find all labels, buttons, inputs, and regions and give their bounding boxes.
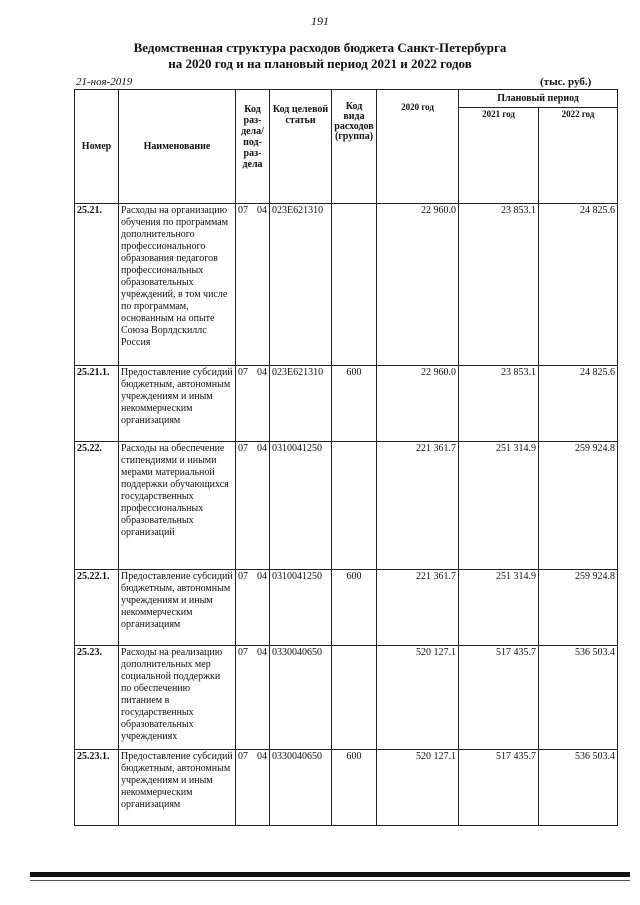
row-celevaya: 0330040650 [270, 750, 332, 826]
title-line-2: на 2020 год и на плановый период 2021 и 2022 годов [168, 56, 472, 71]
header-kod-celevoy: Код целевой статьи [270, 90, 332, 204]
row-vid: 600 [332, 570, 377, 646]
row-podrazdel: 04 [253, 646, 270, 750]
row-podrazdel: 04 [253, 204, 270, 366]
page-number: 191 [311, 14, 329, 28]
row-celevaya: 023E621310 [270, 204, 332, 366]
row-amount-2022: 259 924.8 [539, 570, 618, 646]
row-name: Расходы на реализацию дополнительных мер социальной поддержки по обеспечению питанием в государственных образовательных учреждениях [119, 646, 236, 750]
row-razdel: 07 [236, 646, 253, 750]
row-name: Расходы на обеспечение стипендиями и иными мерами материальной поддержки обучающихся государственных профессиональных образовательных организаций [119, 442, 236, 570]
row-amount-2020: 221 361.7 [377, 570, 459, 646]
row-amount-2021: 251 314.9 [459, 442, 539, 570]
table-row [75, 204, 618, 366]
table-row [75, 750, 618, 826]
row-podrazdel: 04 [253, 366, 270, 442]
header-kod-razdela: Код раз-дела/ под-раз-дела [236, 90, 270, 204]
row-vid [332, 646, 377, 750]
header-plan-period: Плановый период [459, 90, 618, 108]
row-amount-2020: 520 127.1 [377, 646, 459, 750]
row-razdel: 07 [236, 366, 253, 442]
row-name: Предоставление субсидий бюджетным, автономным учреждениям и иным некоммерческим организациям [119, 570, 236, 646]
row-razdel: 07 [236, 750, 253, 826]
table-row [75, 646, 618, 750]
row-razdel: 07 [236, 204, 253, 366]
title-line-1: Ведомственная структура расходов бюджета Санкт-Петербурга [133, 40, 507, 55]
row-amount-2022: 536 503.4 [539, 646, 618, 750]
row-amount-2022: 24 825.6 [539, 366, 618, 442]
row-vid [332, 204, 377, 366]
document-date: 21-ноя-2019 [76, 76, 133, 88]
document-title [0, 40, 640, 72]
row-name: Предоставление субсидий бюджетным, автономным учреждениям и иным некоммерческим организациям [119, 366, 236, 442]
row-podrazdel: 04 [253, 750, 270, 826]
row-amount-2021: 517 435.7 [459, 750, 539, 826]
row-nomer: 25.22.1. [75, 570, 119, 646]
header-2021: 2021 год [459, 108, 539, 204]
row-nomer: 25.21. [75, 204, 119, 366]
row-name: Предоставление субсидий бюджетным, автономным учреждениям и иным некоммерческим организациям [119, 750, 236, 826]
row-amount-2021: 517 435.7 [459, 646, 539, 750]
row-nomer: 25.22. [75, 442, 119, 570]
row-amount-2022: 536 503.4 [539, 750, 618, 826]
row-vid [332, 442, 377, 570]
table-row [75, 570, 618, 646]
row-vid: 600 [332, 750, 377, 826]
row-name: Расходы на организацию обучения по программам дополнительного профессионального образования педагогов профессиональных образовательных учреждений, в том числе по программам, основанным на опыте Союза Ворлдскиллс Россия [119, 204, 236, 366]
row-amount-2022: 259 924.8 [539, 442, 618, 570]
row-celevaya: 023E621310 [270, 366, 332, 442]
row-nomer: 25.21.1. [75, 366, 119, 442]
budget-table [74, 89, 618, 826]
bottom-divider-thin [30, 880, 630, 881]
row-amount-2020: 221 361.7 [377, 442, 459, 570]
row-vid: 600 [332, 366, 377, 442]
header-naimenovanie: Наименование [119, 90, 236, 204]
row-amount-2021: 23 853.1 [459, 366, 539, 442]
row-razdel: 07 [236, 570, 253, 646]
row-nomer: 25.23.1. [75, 750, 119, 826]
row-razdel: 07 [236, 442, 253, 570]
row-amount-2020: 520 127.1 [377, 750, 459, 826]
row-celevaya: 0310041250 [270, 442, 332, 570]
header-kod-vida: Код вида расходов (группа) [332, 90, 377, 204]
row-amount-2021: 251 314.9 [459, 570, 539, 646]
row-amount-2020: 22 960.0 [377, 204, 459, 366]
row-celevaya: 0310041250 [270, 570, 332, 646]
units-label: (тыс. руб.) [540, 76, 592, 88]
row-nomer: 25.23. [75, 646, 119, 750]
table-row [75, 442, 618, 570]
row-amount-2020: 22 960.0 [377, 366, 459, 442]
header-nomer: Номер [75, 90, 119, 204]
row-podrazdel: 04 [253, 570, 270, 646]
row-amount-2022: 24 825.6 [539, 204, 618, 366]
header-2022: 2022 год [539, 108, 618, 204]
header-2020: 2020 год [377, 90, 459, 204]
table-row [75, 366, 618, 442]
row-celevaya: 0330040650 [270, 646, 332, 750]
row-podrazdel: 04 [253, 442, 270, 570]
bottom-divider [30, 872, 630, 877]
row-amount-2021: 23 853.1 [459, 204, 539, 366]
